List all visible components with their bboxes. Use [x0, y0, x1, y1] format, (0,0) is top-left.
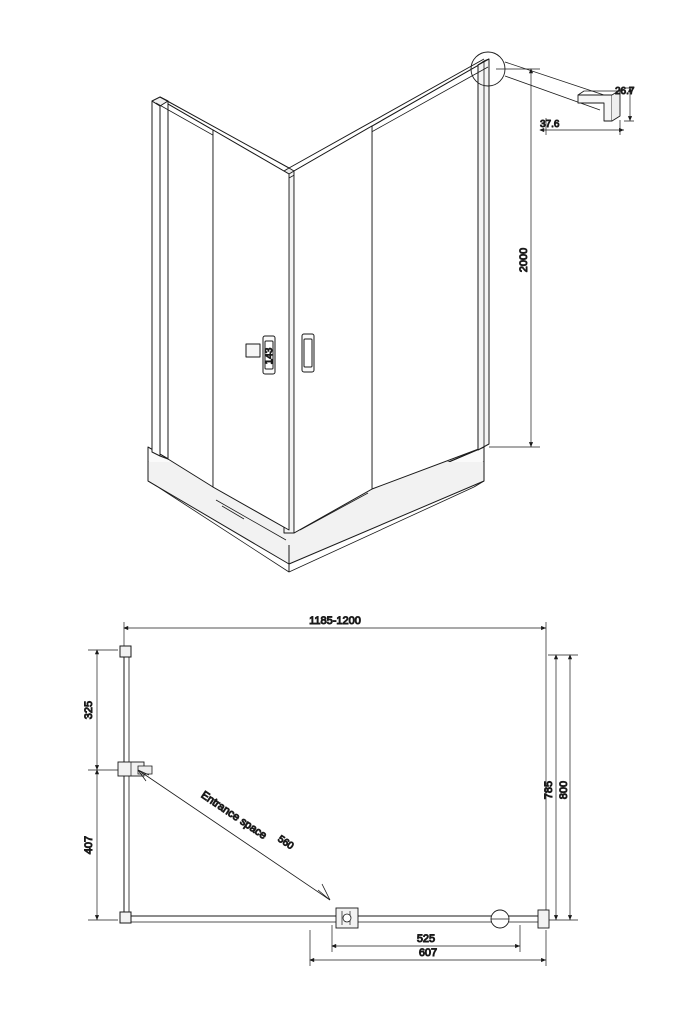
dim-607: 607: [418, 947, 438, 959]
plan-left-wall: [118, 646, 152, 923]
entrance-space-label: Entrance space: [198, 789, 269, 842]
entrance-space-indicator: [138, 770, 330, 900]
height-dimension: [489, 69, 540, 447]
dim-37-6: 37.6: [540, 119, 560, 130]
plan-view: [83, 615, 578, 966]
dim-407: 407: [83, 835, 95, 855]
dim-560: 560: [275, 833, 296, 853]
dim-handle: 143: [264, 347, 275, 365]
dim-525: 525: [416, 933, 436, 945]
isometric-view: [148, 52, 635, 572]
plan-bottom-wall: [131, 908, 549, 928]
dim-785: 785: [543, 780, 555, 800]
dim-800: 800: [558, 780, 570, 800]
dim-26-7: 26.7: [615, 86, 635, 97]
dim-1185-1200: 1185-1200: [309, 615, 361, 627]
profile-detail-callout: [471, 52, 620, 121]
dim-2000: 2000: [518, 247, 530, 273]
dim-325: 325: [83, 700, 95, 720]
